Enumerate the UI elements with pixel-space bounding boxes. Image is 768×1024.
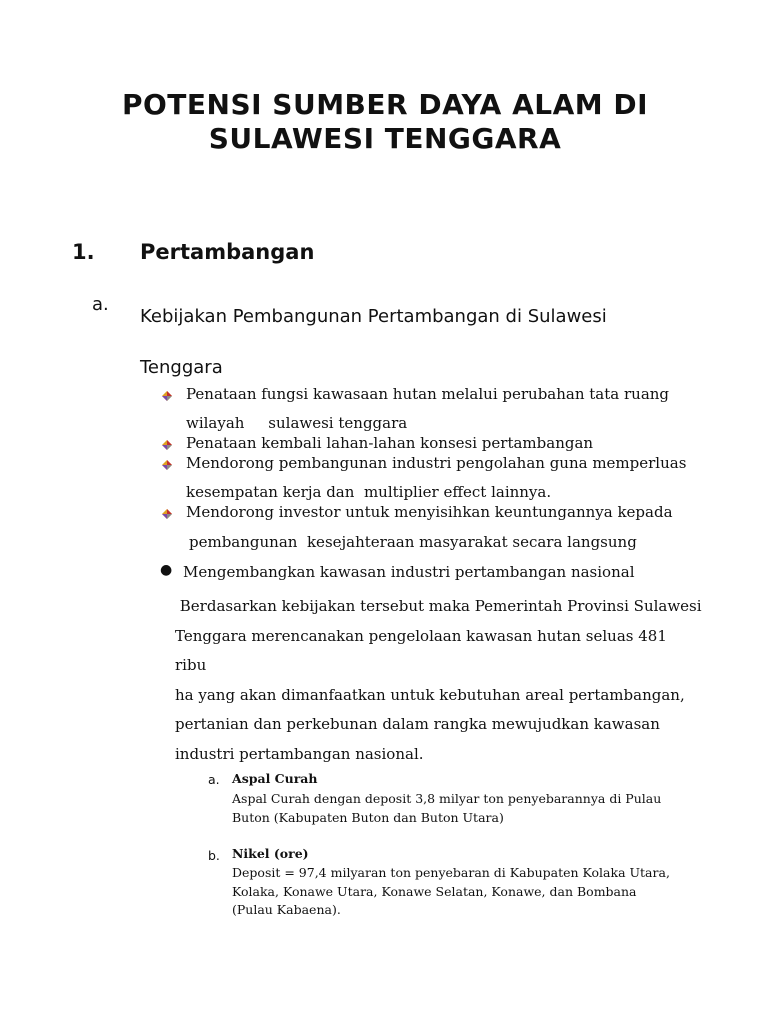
subsection-letter: a. bbox=[92, 294, 109, 315]
item-b-letter: b. bbox=[208, 848, 220, 863]
item-body-line: Aspal Curah dengan deposit 3,8 milyar ton penyebarannya di Pulau bbox=[232, 791, 662, 806]
item-b-title: Nikel (ore) bbox=[232, 846, 309, 861]
subsection-title-line-1: Kebijakan Pembangunan Pertambangan di Sulawesi bbox=[140, 306, 607, 327]
bullet-1-line-1: Penataan fungsi kawasaan hutan melalui perubahan tata ruang bbox=[186, 385, 670, 403]
bullet-4-line-2: pembangunan kesejahteraan masyarakat secara langsung bbox=[189, 533, 637, 551]
item-a-title: Aspal Curah bbox=[232, 771, 318, 786]
paragraph-line: Berdasarkan kebijakan tersebut maka Pemerintah Provinsi Sulawesi bbox=[175, 597, 702, 615]
body-paragraph bbox=[175, 592, 702, 769]
paragraph-line: industri pertambangan nasional. bbox=[175, 744, 424, 763]
bullet-3-line-1: Mendorong pembangunan industri pengolahan guna memperluas bbox=[186, 454, 687, 472]
diamond-bullet-icon bbox=[162, 440, 172, 450]
item-body-line: Kolaka, Konawe Utara, Konawe Selatan, Konawe, dan Bombana bbox=[232, 883, 637, 899]
section-number: 1. bbox=[72, 240, 95, 264]
section-title: Pertambangan bbox=[140, 240, 315, 264]
page-title bbox=[60, 88, 710, 156]
subsection-title-line-2: Tenggara bbox=[140, 357, 223, 378]
bullet-2-line-1: Penataan kembali lahan-lahan konsesi pertambangan bbox=[186, 434, 594, 452]
item-body-line: Deposit = 97,4 milyaran ton penyebaran di Kabupaten Kolaka Utara, bbox=[232, 865, 670, 880]
item-body-line: (Pulau Kabaena). bbox=[232, 902, 341, 917]
page-title-line-2: SULAWESI TENGGARA bbox=[208, 122, 562, 155]
dot-bullet-icon: ● bbox=[160, 562, 173, 578]
item-b-body bbox=[232, 864, 672, 920]
subsection-title bbox=[140, 291, 700, 393]
diamond-bullet-icon bbox=[162, 509, 172, 519]
bullet-1-line-2: wilayah sulawesi tenggara bbox=[186, 414, 408, 432]
diamond-bullet-icon bbox=[162, 460, 172, 470]
item-a-body bbox=[232, 790, 672, 827]
paragraph-line: Tenggara merencanakan pengelolaan kawasan hutan seluas 481 ribu bbox=[175, 626, 667, 674]
diamond-bullet-icon bbox=[162, 391, 172, 401]
item-body-line: Buton (Kabupaten Buton dan Buton Utara) bbox=[232, 809, 504, 825]
item-a-letter: a. bbox=[208, 772, 220, 787]
bullet-5-line-1: Mengembangkan kawasan industri pertambangan nasional bbox=[183, 563, 635, 581]
paragraph-line: ha yang akan dimanfaatkan untuk kebutuhan areal pertambangan, bbox=[175, 685, 685, 704]
paragraph-line: pertanian dan perkebunan dalam rangka mewujudkan kawasan bbox=[175, 715, 660, 733]
page-title-line-1: POTENSI SUMBER DAYA ALAM DI bbox=[121, 88, 649, 121]
bullet-4-line-1: Mendorong investor untuk menyisihkan keuntungannya kepada bbox=[186, 503, 673, 521]
bullet-3-line-2: kesempatan kerja dan multiplier effect lainnya. bbox=[186, 483, 552, 501]
